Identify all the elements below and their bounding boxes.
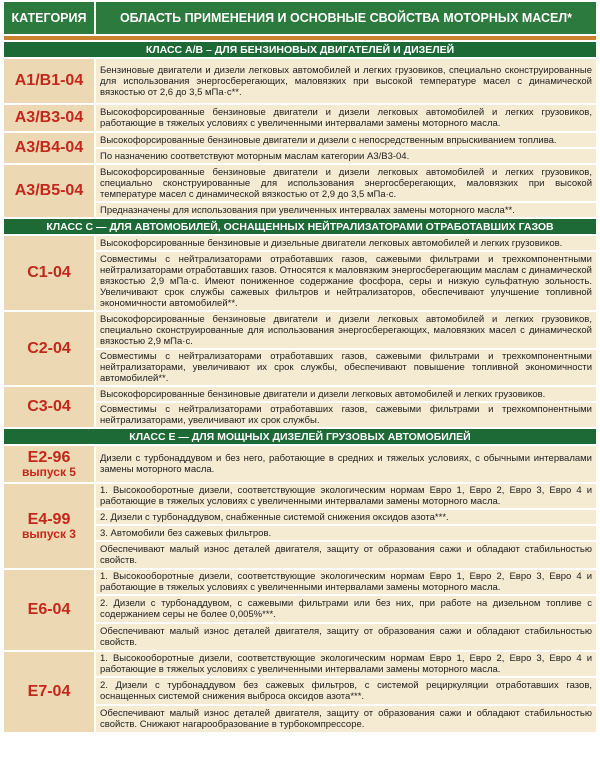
category-code-label: E4-99 [27,510,71,528]
table-row [4,570,596,650]
table-row [4,236,596,310]
description-paragraph: Обеспечивают малый износ деталей двигателя, защиту от образования сажи и обладают стабильностью свойств. Снижают нагарообразование в турбокомпрессоре. [96,706,596,732]
category-code [4,484,94,568]
category-edition: выпуск 3 [22,526,76,541]
description-paragraph: 3. Автомобили без сажевых фильтров. [96,526,596,540]
category-code-label: A3/B5-04 [14,182,84,199]
category-description [96,236,596,310]
category-description [96,165,596,217]
category-code [4,312,94,385]
category-code-label: C3-04 [27,398,71,415]
class-band: КЛАСС A/B – ДЛЯ БЕНЗИНОВЫХ ДВИГАТЕЛЕЙ И ДИЗЕЛЕЙ [4,42,596,57]
description-paragraph: Обеспечивают малый износ деталей двигателя, защиту от образования сажи и обладают стабильностью свойств. [96,624,596,650]
table-row [4,133,596,163]
description-paragraph: Совместимы с нейтрализаторами отработавших газов, сажевыми фильтрами и трехкомпонентными нейтрализаторами, увеличивают их срок службы, обеспечивают повышение топливной экономичности автомобилей**. [96,350,596,385]
class-band: КЛАСС С — ДЛЯ АВТОМОБИЛЕЙ, ОСНАЩЕННЫХ НЕЙТРАЛИЗАТОРАМИ ОТРАБОТАВШИХ ГАЗОВ [4,219,596,234]
category-code-label: E6-04 [27,601,71,618]
description-paragraph: 1. Высокооборотные дизели, соответствующие экологическим нормам Евро 1, Евро 2, Евро 3, Евро 4 и работающие в тяжелых условиях с увеличенными интервалами замены моторного масла. [96,652,596,676]
table-row [4,446,596,482]
table-row [4,652,596,732]
table-row [4,59,596,103]
description-paragraph: Обеспечивают малый износ деталей двигателя, защиту от образования сажи и обладают стабильностью свойств. [96,542,596,568]
category-code-label: C1-04 [27,264,71,281]
category-code-label: A3/B3-04 [14,109,84,126]
category-description [96,133,596,163]
description-paragraph: Высокофорсированные бензиновые двигатели и дизели легковых автомобилей и легких грузовиков. [96,387,596,401]
category-description [96,105,596,131]
header-divider [4,36,596,40]
category-code-label: E7-04 [27,683,71,700]
category-code [4,387,94,427]
category-code-label: A3/B4-04 [14,139,84,156]
category-description [96,446,596,482]
description-paragraph: По назначению соответствуют моторным маслам категории A3/B3-04. [96,149,596,163]
description-paragraph: Высокофорсированные бензиновые двигатели и дизели легковых автомобилей и легких грузовиков, работающие в тяжелых условиях с увеличенными интервалами замены моторного масла. [96,105,596,131]
table-body [4,42,596,732]
description-paragraph: Высокофорсированные бензиновые двигатели и дизели с непосредственным впрыскиванием топлива. [96,133,596,147]
description-paragraph: 1. Высокооборотные дизели, соответствующие экологическим нормам Евро 1, Евро 2, Евро 3, Евро 4 и работающие в тяжелых условиях с увеличенными интервалами замены моторного масла. [96,570,596,594]
category-code [4,133,94,163]
header-category: КАТЕГОРИЯ [4,2,94,34]
category-code [4,59,94,103]
description-paragraph: Высокофорсированные бензиновые двигатели и дизели легковых автомобилей и легких грузовиков, специально сконструированные для использования энергосберегающих, маловязких масел с динамической вязкостью 2,9 мПа·с. [96,312,596,348]
category-code-label: E2-96 [27,448,71,466]
category-description [96,570,596,650]
category-code [4,446,94,482]
category-description [96,484,596,568]
description-paragraph: 2. Дизели с турбонаддувом, с сажевыми фильтрами или без них, при работе на дизельном топливе с содержанием серы не более 0,005%***. [96,596,596,622]
category-description [96,312,596,385]
header-description: ОБЛАСТЬ ПРИМЕНЕНИЯ И ОСНОВНЫЕ СВОЙСТВА МОТОРНЫХ МАСЕЛ* [96,2,596,34]
category-description [96,387,596,427]
description-paragraph: Совместимы с нейтрализаторами отработавших газов, сажевыми фильтрами и трехкомпонентными нейтрализаторами, увеличивают их срок службы. [96,403,596,427]
category-code [4,165,94,217]
category-code [4,652,94,732]
table-row [4,312,596,385]
table-header [4,2,596,34]
description-paragraph: Высокофорсированные бензиновые и дизельные двигатели легковых автомобилей и легких грузовиков. [96,236,596,250]
category-code [4,570,94,650]
category-code [4,236,94,310]
oil-categories-table [4,2,596,732]
category-description [96,59,596,103]
table-row [4,105,596,131]
description-paragraph: 1. Высокооборотные дизели, соответствующие экологическим нормам Евро 1, Евро 2, Евро 3, Евро 4 и работающие в тяжелых условиях с увеличенными интервалами замены моторного масла. [96,484,596,508]
table-row [4,484,596,568]
description-paragraph: Бензиновые двигатели и дизели легковых автомобилей и легких грузовиков, специально сконструированные для использования энергосберегающих, маловязких при высокой температуре масел с динамической вязкостью от 2,6 до 3,5 мПа·с**. [96,59,596,103]
class-band: КЛАСС Е — ДЛЯ МОЩНЫХ ДИЗЕЛЕЙ ГРУЗОВЫХ АВТОМОБИЛЕЙ [4,429,596,444]
description-paragraph: Предназначены для использования при увеличенных интервалах замены моторного масла**. [96,203,596,217]
description-paragraph: Совместимы с нейтрализаторами отработавших газов, сажевыми фильтрами и трехкомпонентными нейтрализаторами отработавших газов. Относятся к маловязким энергосберегающим маслам с динамической вязкостью 2,9 мПа·с. Имеют пониженное содержание фосфора, серы и низкую сульфатную зольность. Увеличивают срок службы сажевых фильтров и нейтрализаторов, обеспечивают улучшение топливной экономичности автомобилей**. [96,252,596,310]
description-paragraph: 2. Дизели с турбонаддувом без сажевых фильтров, с системой рециркуляции отработавших газов, оснащенных системой снижения выброса оксидов азота***. [96,678,596,704]
category-edition: выпуск 5 [22,464,76,479]
description-paragraph: Высокофорсированные бензиновые двигатели и дизели легковых автомобилей и легких грузовиков, специально сконструированные для использования энергосберегающих, маловязких при высокой температуре масел с динамической вязкостью от 2,9 до 3,5 мПа·с. [96,165,596,201]
category-code [4,105,94,131]
table-row [4,165,596,217]
category-code-label: C2-04 [27,339,71,357]
description-paragraph: Дизели с турбонаддувом и без него, работающие в средних и тяжелых условиях, с обычными интервалами замены моторного масла. [96,446,596,482]
category-description [96,652,596,732]
description-paragraph: 2. Дизели с турбонаддувом, снабженные системой снижения оксидов азота***. [96,510,596,524]
category-code-label: A1/B1-04 [14,72,84,89]
table-row [4,387,596,427]
